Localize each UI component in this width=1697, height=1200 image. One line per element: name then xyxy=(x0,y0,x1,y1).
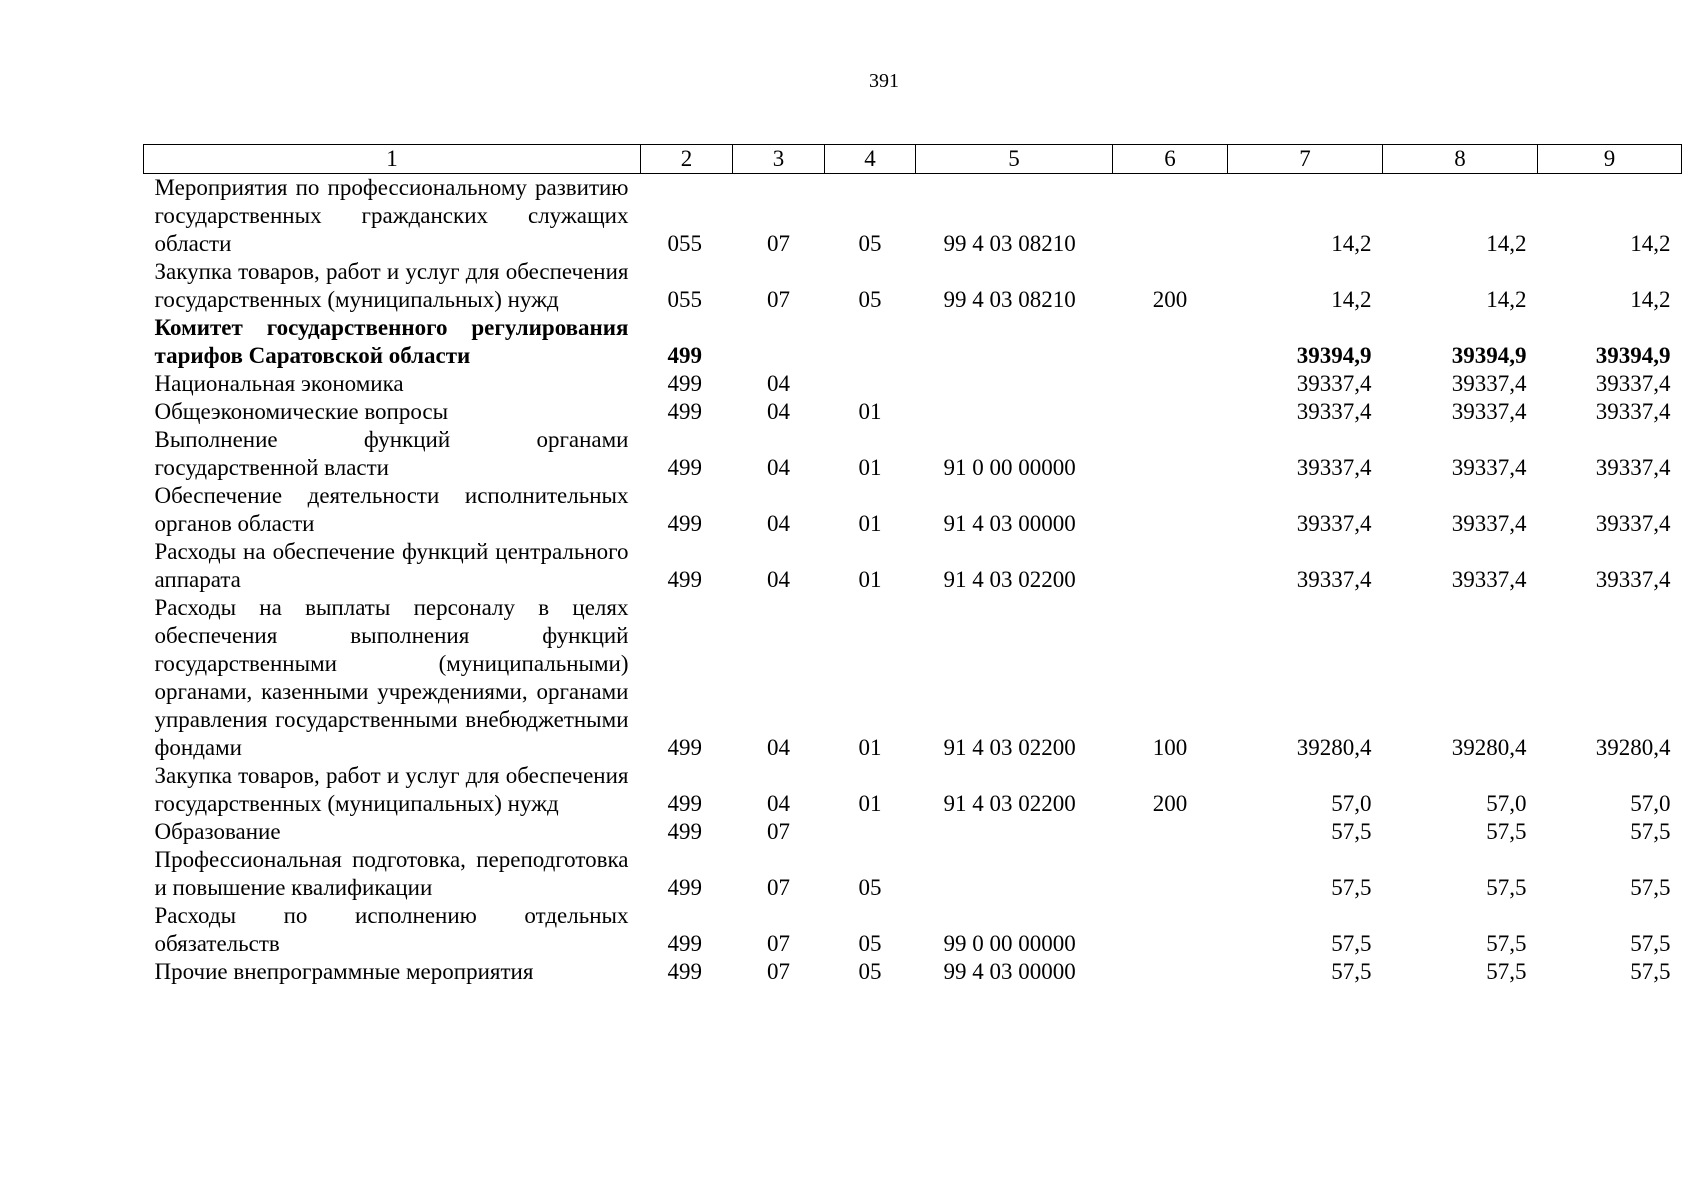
table-body xyxy=(144,174,1682,987)
cell-target-item: 99 4 03 08210 xyxy=(943,287,1076,312)
cell-amount-year3: 57,5 xyxy=(1630,819,1671,844)
cell-target-item xyxy=(916,314,1113,370)
cell-amount-year1: 39337,4 xyxy=(1296,511,1372,536)
cell-subsection: 01 xyxy=(858,399,882,424)
cell-expense-type xyxy=(1113,818,1228,846)
cell-amount-year3: 39337,4 xyxy=(1595,399,1671,424)
row-name: Расходы на обеспечение функций центрального аппарата xyxy=(154,539,629,592)
cell-amount-year1: 39337,4 xyxy=(1296,455,1372,480)
cell-expense-type: 200 xyxy=(1152,791,1188,816)
cell-target-item: 91 4 03 02200 xyxy=(943,735,1076,760)
table-row xyxy=(144,370,1682,398)
cell-subsection xyxy=(825,370,916,398)
cell-ministry: 499 xyxy=(667,819,702,844)
cell-subsection: 05 xyxy=(858,875,882,900)
column-header: 4 xyxy=(825,145,916,174)
cell-ministry: 055 xyxy=(667,231,702,256)
column-header: 9 xyxy=(1538,145,1682,174)
cell-section: 07 xyxy=(767,231,790,256)
row-name: Выполнение функций органами государственной власти xyxy=(154,427,629,480)
cell-section: 07 xyxy=(767,819,790,844)
row-name: Профессиональная подготовка, переподготовка и повышение квалификации xyxy=(154,847,629,900)
cell-section: 07 xyxy=(767,287,790,312)
cell-expense-type: 100 xyxy=(1152,735,1188,760)
column-header: 1 xyxy=(144,145,641,174)
cell-expense-type: 200 xyxy=(1152,287,1188,312)
cell-amount-year1: 39337,4 xyxy=(1296,371,1372,396)
cell-subsection xyxy=(825,314,916,370)
cell-ministry: 499 xyxy=(667,567,702,592)
column-header: 8 xyxy=(1383,145,1538,174)
table-row xyxy=(144,762,1682,818)
column-header: 2 xyxy=(641,145,733,174)
cell-amount-year2: 39280,4 xyxy=(1451,735,1527,760)
cell-target-item: 99 4 03 08210 xyxy=(943,231,1076,256)
cell-subsection: 05 xyxy=(858,931,882,956)
row-name: Образование xyxy=(154,819,281,844)
column-header: 6 xyxy=(1113,145,1228,174)
cell-amount-year1: 14,2 xyxy=(1331,231,1372,256)
cell-amount-year1: 57,0 xyxy=(1331,791,1372,816)
cell-target-item: 91 4 03 02200 xyxy=(943,791,1076,816)
row-name: Расходы по исполнению отдельных обязательств xyxy=(154,903,629,956)
cell-expense-type xyxy=(1113,370,1228,398)
row-name: Прочие внепрограммные мероприятия xyxy=(154,959,534,984)
column-header: 3 xyxy=(733,145,825,174)
cell-amount-year2: 39337,4 xyxy=(1451,511,1527,536)
row-name: Комитет государственного регулирования тарифов Саратовской области xyxy=(154,315,629,368)
cell-section: 04 xyxy=(767,567,790,592)
cell-amount-year3: 57,5 xyxy=(1630,931,1671,956)
row-name: Общеэкономические вопросы xyxy=(154,399,449,424)
cell-ministry: 499 xyxy=(667,455,702,480)
table-row xyxy=(144,426,1682,482)
cell-target-item xyxy=(916,370,1113,398)
cell-amount-year2: 14,2 xyxy=(1486,231,1527,256)
cell-amount-year1: 39394,9 xyxy=(1296,343,1372,368)
cell-amount-year1: 57,5 xyxy=(1331,959,1372,984)
cell-target-item xyxy=(916,818,1113,846)
cell-amount-year3: 39337,4 xyxy=(1595,455,1671,480)
cell-section: 04 xyxy=(767,735,790,760)
row-name: Закупка товаров, работ и услуг для обеспечения государственных (муниципальных) нужд xyxy=(154,763,629,816)
cell-amount-year1: 39337,4 xyxy=(1296,399,1372,424)
cell-amount-year2: 57,5 xyxy=(1486,819,1527,844)
row-name: Обеспечение деятельности исполнительных органов области xyxy=(154,483,629,536)
cell-section xyxy=(733,314,825,370)
table-row xyxy=(144,818,1682,846)
cell-subsection: 05 xyxy=(858,959,882,984)
cell-subsection: 01 xyxy=(858,791,882,816)
cell-target-item: 99 0 00 00000 xyxy=(943,931,1076,956)
cell-amount-year3: 39337,4 xyxy=(1595,511,1671,536)
cell-ministry: 055 xyxy=(667,287,702,312)
budget-table xyxy=(143,144,1682,986)
table-header xyxy=(144,145,1682,174)
cell-amount-year1: 57,5 xyxy=(1331,819,1372,844)
cell-section: 07 xyxy=(767,931,790,956)
cell-amount-year1: 39280,4 xyxy=(1296,735,1372,760)
cell-expense-type xyxy=(1113,482,1228,538)
cell-target-item: 91 4 03 00000 xyxy=(943,511,1076,536)
cell-amount-year3: 39337,4 xyxy=(1595,567,1671,592)
cell-amount-year3: 14,2 xyxy=(1630,231,1671,256)
cell-amount-year2: 39337,4 xyxy=(1451,371,1527,396)
cell-section: 04 xyxy=(767,511,790,536)
table-row xyxy=(144,398,1682,426)
cell-subsection xyxy=(825,818,916,846)
page-number: 391 xyxy=(869,70,899,92)
cell-amount-year1: 14,2 xyxy=(1331,287,1372,312)
cell-ministry: 499 xyxy=(667,931,702,956)
cell-subsection: 01 xyxy=(858,735,882,760)
table-row xyxy=(144,594,1682,762)
table-row xyxy=(144,846,1682,902)
cell-amount-year3: 57,0 xyxy=(1630,791,1671,816)
cell-section: 04 xyxy=(767,455,790,480)
cell-subsection: 01 xyxy=(858,455,882,480)
cell-amount-year3: 14,2 xyxy=(1630,287,1671,312)
cell-ministry: 499 xyxy=(667,371,702,396)
cell-section: 07 xyxy=(767,959,790,984)
cell-amount-year3: 39394,9 xyxy=(1595,343,1671,368)
cell-target-item: 99 4 03 00000 xyxy=(943,959,1076,984)
table-row xyxy=(144,258,1682,314)
cell-amount-year2: 39337,4 xyxy=(1451,567,1527,592)
cell-subsection: 05 xyxy=(858,231,882,256)
cell-ministry: 499 xyxy=(667,511,702,536)
column-header: 5 xyxy=(916,145,1113,174)
cell-amount-year1: 57,5 xyxy=(1331,931,1372,956)
cell-target-item xyxy=(916,846,1113,902)
cell-expense-type xyxy=(1113,398,1228,426)
cell-expense-type xyxy=(1113,314,1228,370)
cell-amount-year2: 39394,9 xyxy=(1451,343,1527,368)
row-name: Расходы на выплаты персоналу в целях обеспечения выполнения функций государственными (муниципальными) органами, казенными учреждениями, органами управления государственными внебюджетными фондами xyxy=(154,595,629,760)
cell-section: 07 xyxy=(767,875,790,900)
cell-expense-type xyxy=(1113,958,1228,986)
cell-section: 04 xyxy=(767,399,790,424)
cell-expense-type xyxy=(1113,174,1228,259)
column-header: 7 xyxy=(1228,145,1383,174)
cell-expense-type xyxy=(1113,426,1228,482)
cell-ministry: 499 xyxy=(667,735,702,760)
cell-ministry: 499 xyxy=(667,791,702,816)
table-row xyxy=(144,314,1682,370)
cell-subsection: 01 xyxy=(858,511,882,536)
cell-ministry: 499 xyxy=(667,343,702,368)
cell-target-item xyxy=(916,398,1113,426)
cell-target-item: 91 4 03 02200 xyxy=(943,567,1076,592)
cell-amount-year1: 39337,4 xyxy=(1296,567,1372,592)
cell-amount-year2: 57,5 xyxy=(1486,959,1527,984)
row-name: Мероприятия по профессиональному развитию государственных гражданских служащих области xyxy=(154,175,629,256)
cell-amount-year3: 39337,4 xyxy=(1595,371,1671,396)
cell-expense-type xyxy=(1113,902,1228,958)
cell-amount-year2: 39337,4 xyxy=(1451,399,1527,424)
cell-amount-year3: 57,5 xyxy=(1630,875,1671,900)
cell-amount-year2: 57,5 xyxy=(1486,875,1527,900)
table-row xyxy=(144,482,1682,538)
cell-ministry: 499 xyxy=(667,399,702,424)
cell-subsection: 01 xyxy=(858,567,882,592)
cell-amount-year3: 39280,4 xyxy=(1595,735,1671,760)
table-row xyxy=(144,174,1682,259)
cell-subsection: 05 xyxy=(858,287,882,312)
cell-target-item: 91 0 00 00000 xyxy=(943,455,1076,480)
cell-amount-year2: 57,5 xyxy=(1486,931,1527,956)
table-row xyxy=(144,958,1682,986)
table-row xyxy=(144,902,1682,958)
row-name: Национальная экономика xyxy=(154,371,404,396)
cell-expense-type xyxy=(1113,538,1228,594)
cell-expense-type xyxy=(1113,846,1228,902)
cell-ministry: 499 xyxy=(667,959,702,984)
cell-amount-year1: 57,5 xyxy=(1331,875,1372,900)
cell-amount-year2: 14,2 xyxy=(1486,287,1527,312)
cell-section: 04 xyxy=(767,791,790,816)
cell-amount-year3: 57,5 xyxy=(1630,959,1671,984)
cell-amount-year2: 57,0 xyxy=(1486,791,1527,816)
row-name: Закупка товаров, работ и услуг для обеспечения государственных (муниципальных) нужд xyxy=(154,259,629,312)
cell-amount-year2: 39337,4 xyxy=(1451,455,1527,480)
table-row xyxy=(144,538,1682,594)
cell-section: 04 xyxy=(767,371,790,396)
cell-ministry: 499 xyxy=(667,875,702,900)
